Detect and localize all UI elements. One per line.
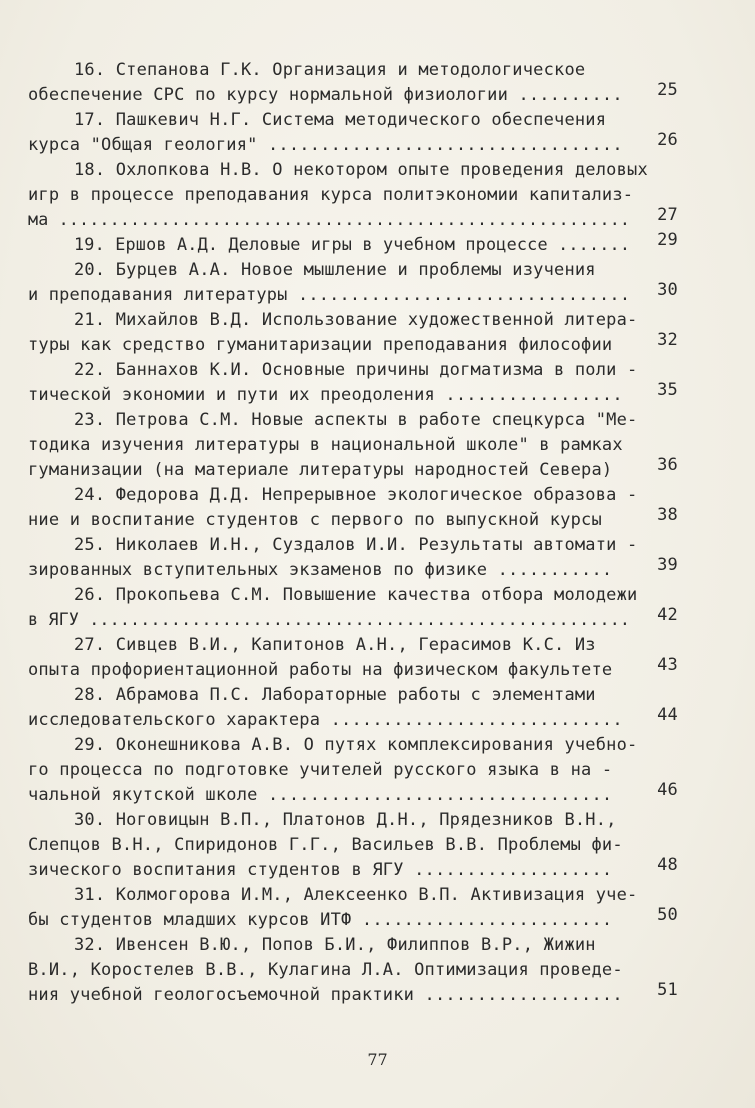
toc-entry-text: 31. Колмогорова И.М., Алексеенко В.П. Активизация уче- — [74, 885, 638, 905]
toc-entry-text: 18. Охлопкова Н.В. О некотором опыте проведения деловых — [74, 160, 648, 180]
toc-entry-line — [28, 705, 678, 733]
toc-entry-line — [28, 158, 678, 183]
toc-entry-text: курса "Общая геология" .................................. — [28, 135, 623, 155]
toc-entry-line — [28, 130, 678, 158]
toc-entry — [28, 358, 678, 408]
toc-entry — [28, 883, 678, 933]
toc-entry-line — [28, 230, 678, 258]
toc-entry-line — [28, 655, 678, 683]
toc-entry-text: чальной якутской школе ................................. — [28, 785, 613, 805]
toc-entry-page: 38 — [657, 505, 678, 525]
toc-entry-line — [28, 733, 678, 758]
toc-entry-line — [28, 555, 678, 583]
toc-entry-text: 29. Оконешникова А.В. О путях комплексирования учебно- — [74, 735, 638, 755]
toc-entry-text: 32. Ивенсен В.Ю., Попов Б.И., Филиппов В.Р., Жижин — [74, 935, 596, 955]
toc-entry-line — [28, 483, 678, 508]
toc-entry-line — [28, 780, 678, 808]
toc-entry-line — [28, 583, 678, 608]
toc-entry-text: ма ........................................................ — [28, 210, 631, 230]
toc-entry-line — [28, 958, 678, 983]
toc-entry-text: тической экономии и пути их преодоления ................. — [28, 385, 623, 405]
toc-entry-line — [28, 258, 678, 283]
toc-entry-text: 16. Степанова Г.К. Организация и методологическое — [74, 60, 586, 80]
toc-entry-text: Слепцов В.Н., Спиридонов Г.Г., Васильев В.В. Проблемы фи- — [28, 835, 623, 855]
toc-entry — [28, 108, 678, 158]
toc-entry-line — [28, 358, 678, 383]
toc-entry-text: обеспечение СРС по курсу нормальной физиологии .......... — [28, 85, 623, 105]
toc-entry-line — [28, 605, 678, 633]
toc-entry-text: 23. Петрова С.М. Новые аспекты в работе спецкурса "Ме- — [74, 410, 638, 430]
toc-entry-line — [28, 408, 678, 433]
toc-entry-line — [28, 308, 678, 333]
page-number: 77 — [367, 1050, 388, 1069]
toc-entry-line — [28, 455, 678, 483]
toc-entry-text: гуманизации (на материале литературы народностей Севера) — [28, 460, 613, 480]
toc-entry-line — [28, 905, 678, 933]
toc-entry — [28, 733, 678, 808]
toc-entry-text: опыта профориентационной работы на физическом факультете — [28, 660, 613, 680]
toc-entry-page: 26 — [657, 130, 678, 150]
toc-entry-line — [28, 758, 678, 783]
toc-entry-page: 44 — [657, 705, 678, 725]
toc-entry-line — [28, 505, 678, 533]
toc-entry-line — [28, 980, 678, 1008]
toc-entry-text: в ЯГУ ..................................................... — [28, 610, 631, 630]
toc-entry — [28, 308, 678, 358]
toc-entry-text: игр в процессе преподавания курса политэкономии капитализ- — [28, 185, 634, 205]
toc-entry — [28, 158, 678, 233]
toc-entry — [28, 633, 678, 683]
toc-entry-page: 50 — [657, 905, 678, 925]
toc-entry-page: 35 — [657, 380, 678, 400]
toc-entry-text: го процесса по подготовке учителей русского языка в на - — [28, 760, 613, 780]
toc-entry-line — [28, 183, 678, 208]
toc-entry-page: 46 — [657, 780, 678, 800]
toc-entry-text: тодика изучения литературы в национальной школе" в рамках — [28, 435, 623, 455]
toc-entry-line — [28, 533, 678, 558]
toc-entry — [28, 258, 678, 308]
toc-entry-line — [28, 808, 678, 833]
toc-entry-text: 22. Баннахов К.И. Основные причины догматизма в поли - — [74, 360, 638, 380]
toc-entry-text: 21. Михайлов В.Д. Использование художественной литера- — [74, 310, 638, 330]
toc-entry — [28, 583, 678, 633]
toc-entry-line — [28, 205, 678, 233]
toc-entry-text: ния учебной геологосъемочной практики ................... — [28, 985, 623, 1005]
toc-entry-text: исследовательского характера ............................ — [28, 710, 623, 730]
toc-entry-page: 39 — [657, 555, 678, 575]
toc-entry-page: 25 — [657, 80, 678, 100]
toc-entry-page: 43 — [657, 655, 678, 675]
toc-entry-text: 20. Бурцев А.А. Новое мышление и проблемы изучения — [74, 260, 596, 280]
toc-entry-page: 42 — [657, 605, 678, 625]
toc-entry-text: 26. Прокопьева С.М. Повышение качества отбора молодежи — [74, 585, 638, 605]
toc-entry-page: 32 — [657, 330, 678, 350]
toc-entry-text: зированных вступительных экзаменов по физике ........... — [28, 560, 613, 580]
toc-entry-text: 24. Федорова Д.Д. Непрерывное экологическое образова - — [74, 485, 638, 505]
toc-entry-line — [28, 108, 678, 133]
toc-entry-text: 28. Абрамова П.С. Лабораторные работы с элементами — [74, 685, 596, 705]
toc-entry-text: 19. Ершов А.Д. Деловые игры в учебном процессе ....... — [74, 235, 631, 255]
toc-entry-line — [28, 330, 678, 358]
toc-entry — [28, 230, 678, 258]
toc-entry — [28, 58, 678, 108]
toc-entry-page: 30 — [657, 280, 678, 300]
toc-entry-text: туры как средство гуманитаризации преподавания философии — [28, 335, 613, 355]
toc-entry-line — [28, 683, 678, 708]
toc-entry-text: зического воспитания студентов в ЯГУ ................... — [28, 860, 613, 880]
toc-entry-line — [28, 633, 678, 658]
toc-entry-text: 30. Ноговицын В.П., Платонов Д.Н., Прядезников В.Н., — [74, 810, 617, 830]
toc-entry — [28, 533, 678, 583]
toc-entry-line — [28, 433, 678, 458]
toc-entry-text: ние и воспитание студентов с первого по выпускной курсы — [28, 510, 602, 530]
toc-entry-text: и преподавания литературы ................................ — [28, 285, 631, 305]
toc-entry-text: В.И., Коростелев В.В., Кулагина Л.А. Оптимизация проведе- — [28, 960, 623, 980]
toc-entry — [28, 408, 678, 483]
toc-entry-page: 27 — [657, 205, 678, 225]
toc-entry-line — [28, 80, 678, 108]
toc-entry-text: 25. Николаев И.Н., Суздалов И.И. Результаты автомати - — [74, 535, 638, 555]
toc-entry-line — [28, 380, 678, 408]
toc-entry-text: 27. Сивцев В.И., Капитонов А.Н., Герасимов К.С. Из — [74, 635, 596, 655]
toc-entry-line — [28, 833, 678, 858]
table-of-contents — [28, 58, 678, 1008]
toc-entry — [28, 683, 678, 733]
toc-entry-line — [28, 58, 678, 83]
toc-entry-page: 51 — [657, 980, 678, 1000]
toc-entry-text: бы студентов младших курсов ИТФ ........................ — [28, 910, 613, 930]
toc-entry — [28, 808, 678, 883]
toc-entry-line — [28, 883, 678, 908]
toc-entry-page: 48 — [657, 855, 678, 875]
toc-entry — [28, 933, 678, 1008]
toc-entry-line — [28, 933, 678, 958]
toc-entry-page: 36 — [657, 455, 678, 475]
toc-entry-page: 29 — [657, 230, 678, 250]
toc-entry-line — [28, 280, 678, 308]
toc-entry — [28, 483, 678, 533]
toc-entry-line — [28, 855, 678, 883]
toc-entry-text: 17. Пашкевич Н.Г. Система методического обеспечения — [74, 110, 607, 130]
